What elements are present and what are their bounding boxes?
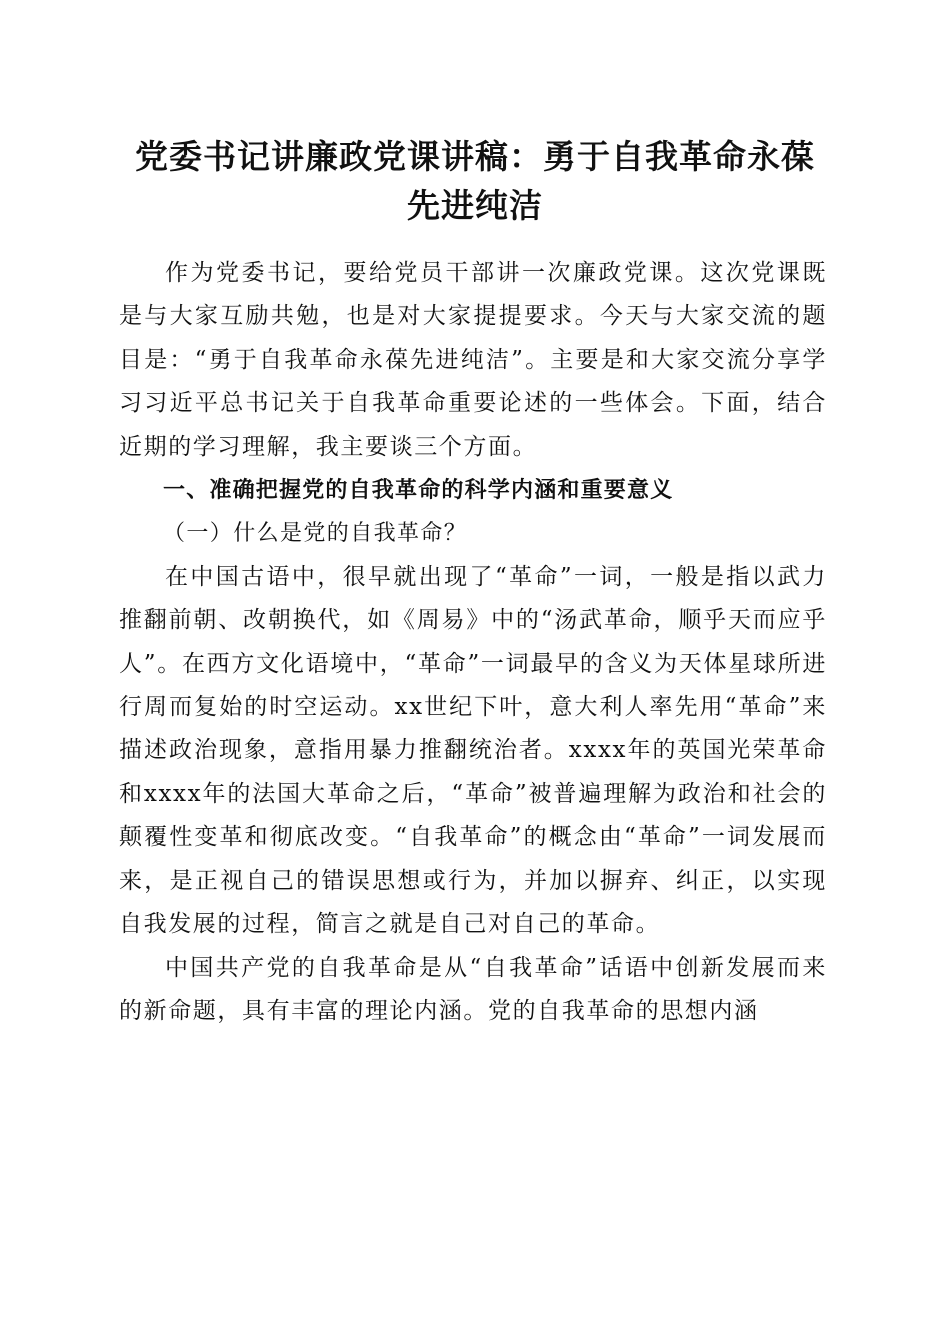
document-title-line-1: 党委书记讲廉政党课讲稿：勇于自我革命永葆 xyxy=(135,137,815,176)
intro-paragraph: 作为党委书记，要给党员干部讲一次廉政党课。这次党课既是与大家互励共勉，也是对大家提提要求。今天与大家交流的题目是：“勇于自我革命永葆先进纯洁”。主要是和大家交流分享学习习近平总书记关于自我革命重要论述的一些体会。下面，结合近期的学习理解，我主要谈三个方面。 xyxy=(119,260,827,460)
document-title xyxy=(110,132,840,230)
body-paragraph-1: 在中国古语中，很早就出现了“革命”一词，一般是指以武力推翻前朝、改朝换代，如《周易》中的“汤武革命，顺乎天而应乎人”。在西方文化语境中，“革命”一词最早的含义为天体星球所进行周而复始的时空运动。xx世纪下叶，意大利人率先用“革命”来描述政治现象，意指用暴力推翻统治者。xxxx年的英国光荣革命和xxxx年的法国大革命之后，“革命”被普遍理解为政治和社会的颠覆性变革和彻底改变。“自我革命”的概念由“革命”一词发展而来，是正视自己的错误思想或行为，并加以摒弃、纠正，以实现自我发展的过程，简言之就是自己对自己的革命。 xyxy=(119,563,827,938)
body-paragraph-2: 中国共产党的自我革命是从“自我革命”话语中创新发展而来的新命题，具有丰富的理论内涵。党的自我革命的思想内涵 xyxy=(119,954,827,1024)
section-heading-1: 一、准确把握党的自我革命的科学内涵和重要意义 xyxy=(163,478,674,504)
document-body xyxy=(119,252,827,1033)
document-title-line-2: 先进纯洁 xyxy=(407,186,543,225)
subsection-heading-1: （一）什么是党的自我革命？ xyxy=(163,521,468,547)
